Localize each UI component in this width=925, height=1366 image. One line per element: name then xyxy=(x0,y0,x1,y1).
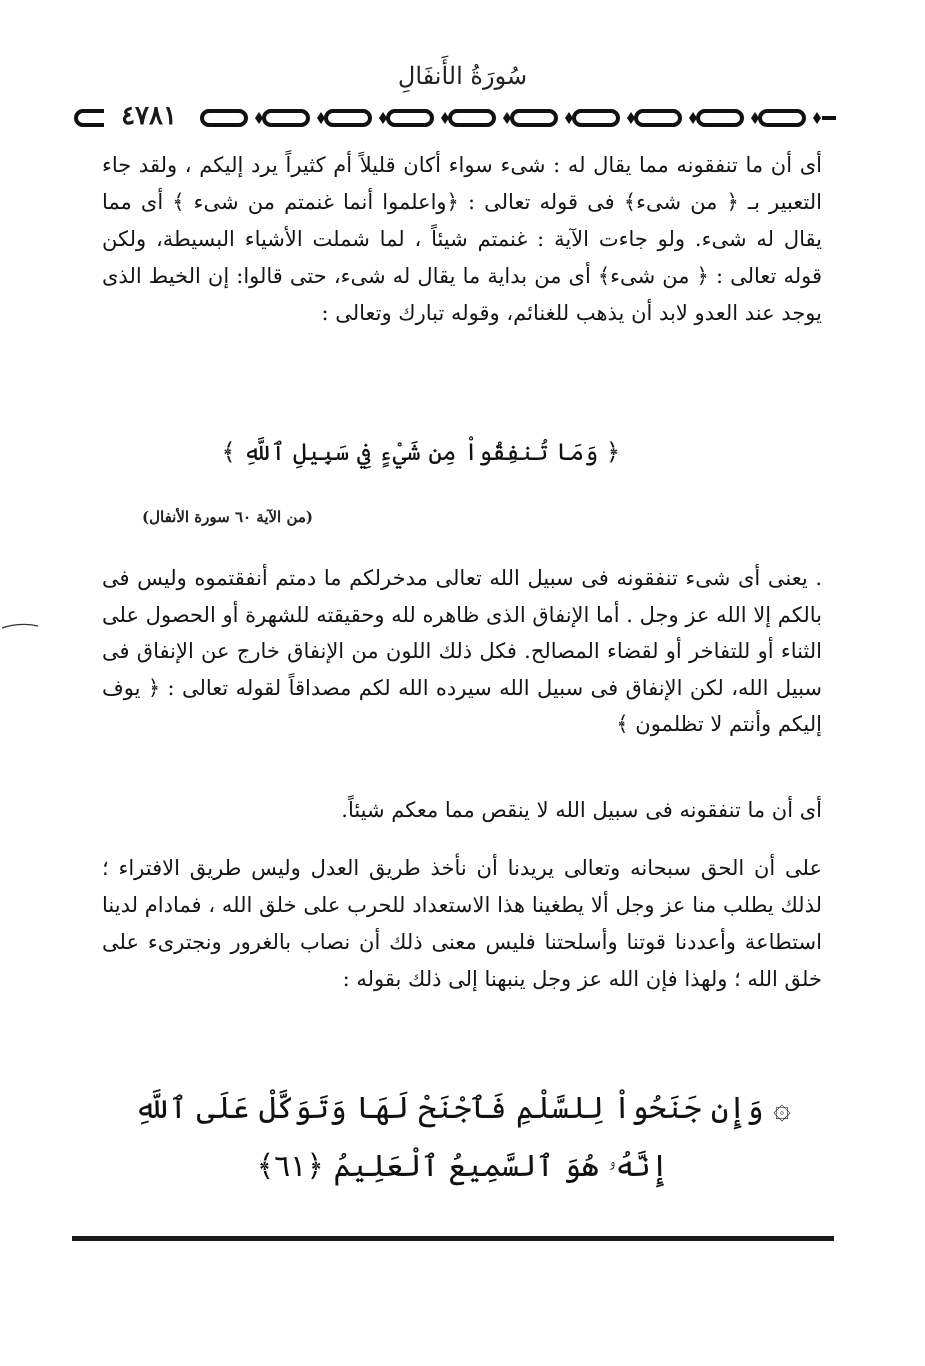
quran-verse-2-line-2: إِنَّهُۥ هُوَ ٱلسَّمِيعُ ٱلْعَلِيمُ ﴿٦١﴾ xyxy=(256,1149,669,1184)
margin-stroke-mark xyxy=(0,616,40,636)
page-number: ٤٧٨١ xyxy=(104,98,194,134)
verse-reference: (من الآية ٦٠ سورة الأنفال) xyxy=(142,508,313,526)
quran-verse-2 xyxy=(120,1080,805,1196)
paragraph-4: على أن الحق سبحانه وتعالى يريدنا أن نأخذ طريق العدل وليس طريق الافتراء ؛ لذلك يطلب منا عز وجل ألا يطغينا هذا الاستعداد للحرب على خلق الله ، فمادام لدينا استطاعة وأعددنا قوتنا وأسلحتنا فليس معنى ذلك أن نصاب بالغرور ونجترىء على خلق الله ؛ ولهذا فإن الله عز وجل ينبهنا إلى ذلك بقوله : xyxy=(102,856,822,991)
quran-verse-1: ﴿ وَمَا تُنفِقُواْ مِن شَيْءٍ فِي سَبِيلِ ٱللَّهِ ﴾ xyxy=(221,438,620,466)
bottom-rule xyxy=(72,1236,834,1241)
paragraph-1: أى أن ما تنفقونه مما يقال له : شىء سواء أكان قليلاً أم كثيراً يرد إليكم ، ولقد جاء التعبير بـ ﴿ من شىء﴾ فى قوله تعالى : ﴿واعلموا أنما غنمتم من شىء ﴾ أى مما يقال له شىء. ولو جاءت الآية : غنمتم شيئاً ، لما شملت الأشياء البسيطة، ولكن قوله تعالى : ﴿ من شىء﴾ أى من بداية ما يقال له شىء، حتى قالوا: إن الخيط الذى يوجد عند العدو لابد أن يذهب للغنائم، وقوله تبارك وتعالى : xyxy=(102,153,822,325)
quran-verse-2-line-1: ۞ وَإِن جَنَحُواْ لِلسَّلْمِ فَٱجْنَحْ لَهَا وَتَوَكَّلْ عَلَى ٱللَّهِ xyxy=(134,1091,791,1126)
surah-title: سُورَةُ الأَنفَالِ xyxy=(397,62,528,90)
paragraph-3: أى أن ما تنفقونه فى سبيل الله لا ينقص مما معكم شيئاً. xyxy=(341,798,822,822)
paragraph-2: . يعنى أى شىء تنفقونه فى سبيل الله تعالى مدخرلكم ما دمتم أنفقتموه وليس فى بالكم إلا الله عز وجل . أما الإنفاق الذى ظاهره لله وحقيقته للشهرة أو الحصول على الثناء أو للتفاخر أو لقضاء المصالح. فكل ذلك اللون من الإنفاق خارج عن الإنفاق فى سبيل الله، لكن الإنفاق فى سبيل الله سيرده الله لكم مصداقاً لقوله تعالى : ﴿ يوف إليكم وأنتم لا تظلمون ﴾ xyxy=(102,566,822,736)
